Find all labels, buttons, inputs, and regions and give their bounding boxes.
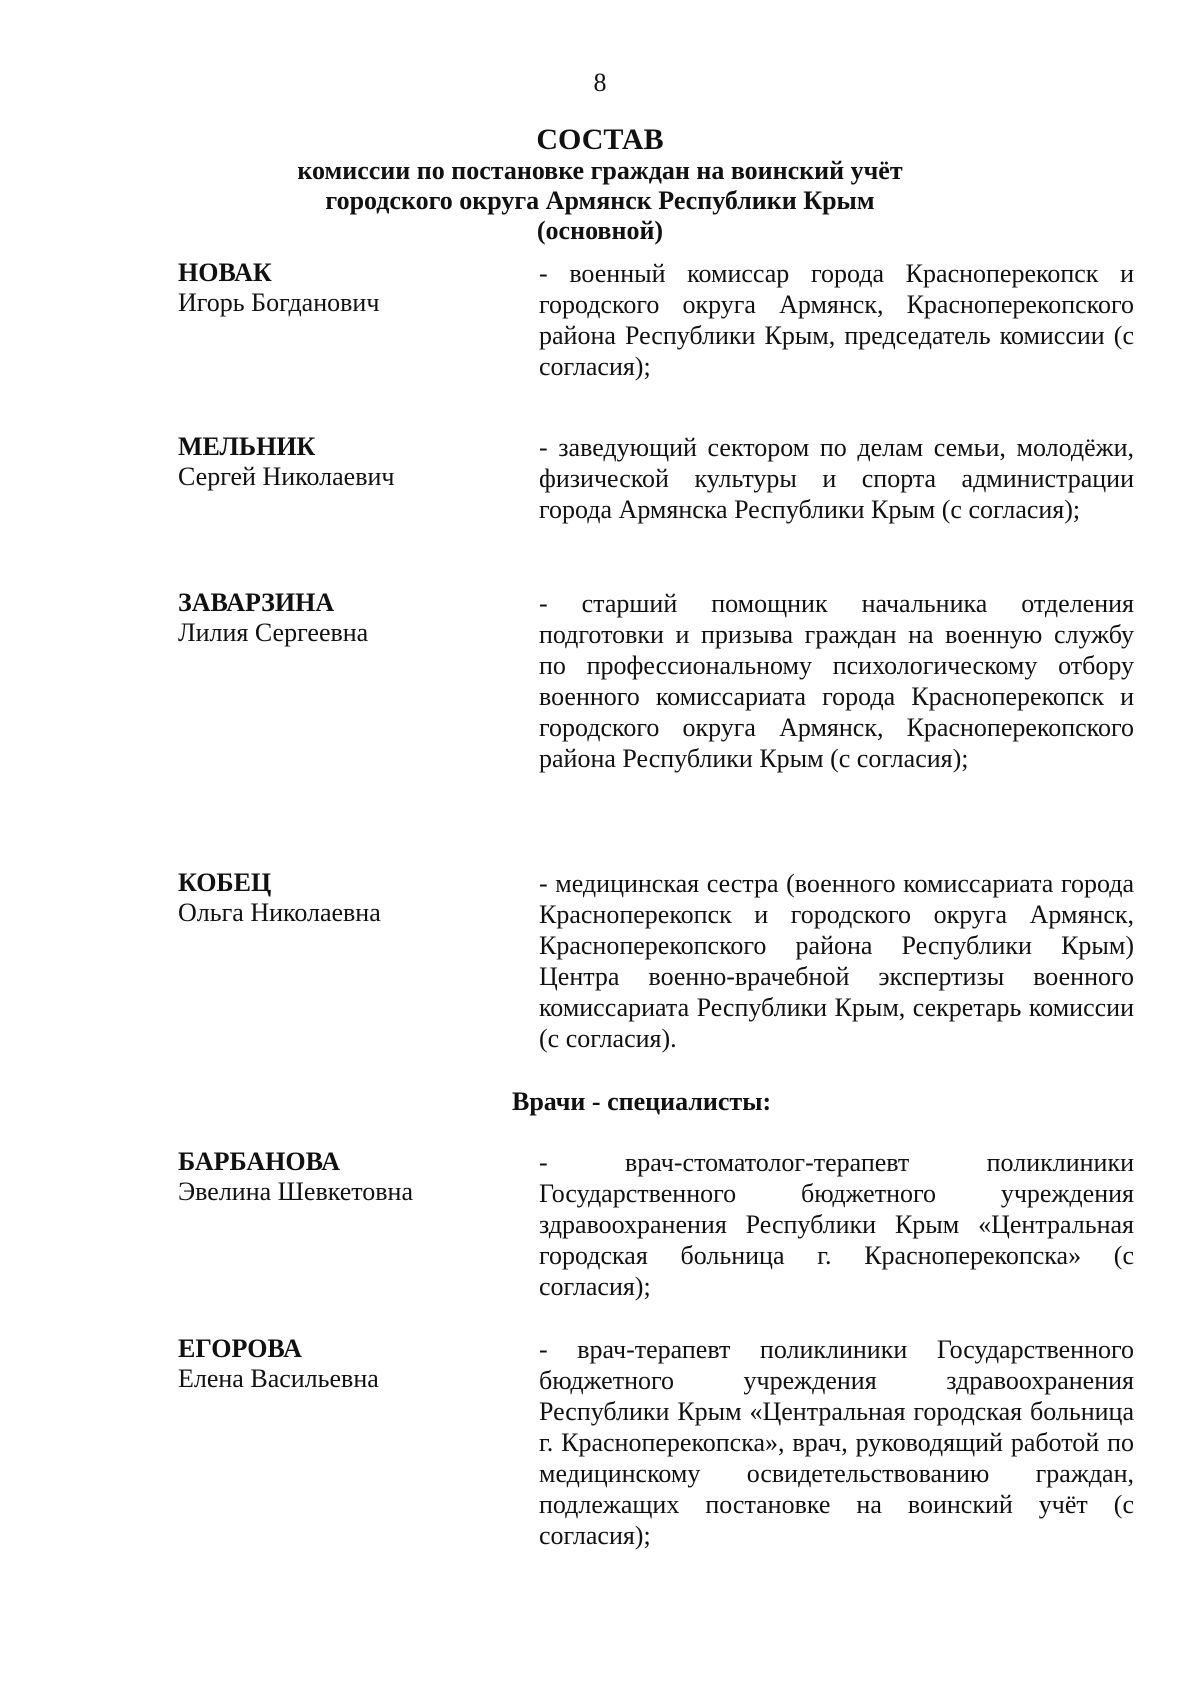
- member-role: - военный комиссар города Красноперекопск и городского округа Армянск, Красноперекопского района Республики Крым, председатель комиссии (с согласия);: [539, 259, 1134, 381]
- specialist-given-name: Елена Васильевна: [178, 1364, 379, 1393]
- specialist-given-name: Эвелина Шевкетовна: [178, 1177, 413, 1206]
- member-given-name: Игорь Богданович: [178, 288, 380, 317]
- member-person: [178, 432, 508, 492]
- member-surname: КОБЕЦ: [178, 868, 272, 897]
- member-surname: НОВАК: [178, 258, 272, 287]
- member-role: - старший помощник начальника отделения подготовки и призыва граждан на военную службу по профессиональному психологическому отбору военного комиссариата города Красноперекопск и городского округа Армянск, Красноперекопского района Республики Крым (с согласия);: [539, 589, 1134, 773]
- member-surname: МЕЛЬНИК: [178, 432, 316, 461]
- member-person: [178, 258, 508, 318]
- page-number: 8: [593, 68, 607, 97]
- member-role: - медицинская сестра (военного комиссариата города Красноперекопск и городского округа Армянск, Красноперекопского района Республики Крым) Центра военно-врачебной экспертизы военного комиссариата Республики Крым, секретарь комиссии (с согласия).: [539, 869, 1134, 1053]
- member-person: [178, 588, 508, 648]
- heading-title: СОСТАВ: [536, 123, 664, 156]
- specialist-surname: ЕГОРОВА: [178, 1334, 302, 1363]
- member-given-name: Сергей Николаевич: [178, 462, 395, 491]
- specialist-person: [178, 1147, 508, 1207]
- member-role: - заведующий сектором по делам семьи, молодёжи, физической культуры и спорта администрации города Армянска Республики Крым (с согласия);: [539, 433, 1134, 524]
- member-given-name: Лилия Сергеевна: [178, 618, 369, 647]
- specialist-surname: БАРБАНОВА: [178, 1147, 341, 1176]
- member-surname: ЗАВАРЗИНА: [178, 588, 335, 617]
- heading-line-2: городского округа Армянск Республики Крым: [325, 186, 875, 215]
- specialist-person: [178, 1334, 508, 1394]
- specialist-role: - врач-стоматолог-терапевт поликлиники Государственного бюджетного учреждения здравоохранения Республики Крым «Центральная городская больница г. Красноперекопска» (с согласия);: [539, 1148, 1134, 1301]
- heading-line-1: комиссии по постановке граждан на воинский учёт: [297, 156, 903, 185]
- specialists-section-label: Врачи - специалисты:: [512, 1087, 772, 1116]
- member-person: [178, 868, 508, 928]
- member-given-name: Ольга Николаевна: [178, 898, 381, 927]
- specialist-role: - врач-терапевт поликлиники Государственного бюджетного учреждения здравоохранения Республики Крым «Центральная городская больница г. Красноперекопска», врач, руководящий работой по медицинскому освидетельствованию граждан, подлежащих постановке на воинский учёт (с согласия);: [539, 1335, 1134, 1550]
- document-heading: [180, 124, 1020, 246]
- heading-line-3: (основной): [536, 216, 664, 245]
